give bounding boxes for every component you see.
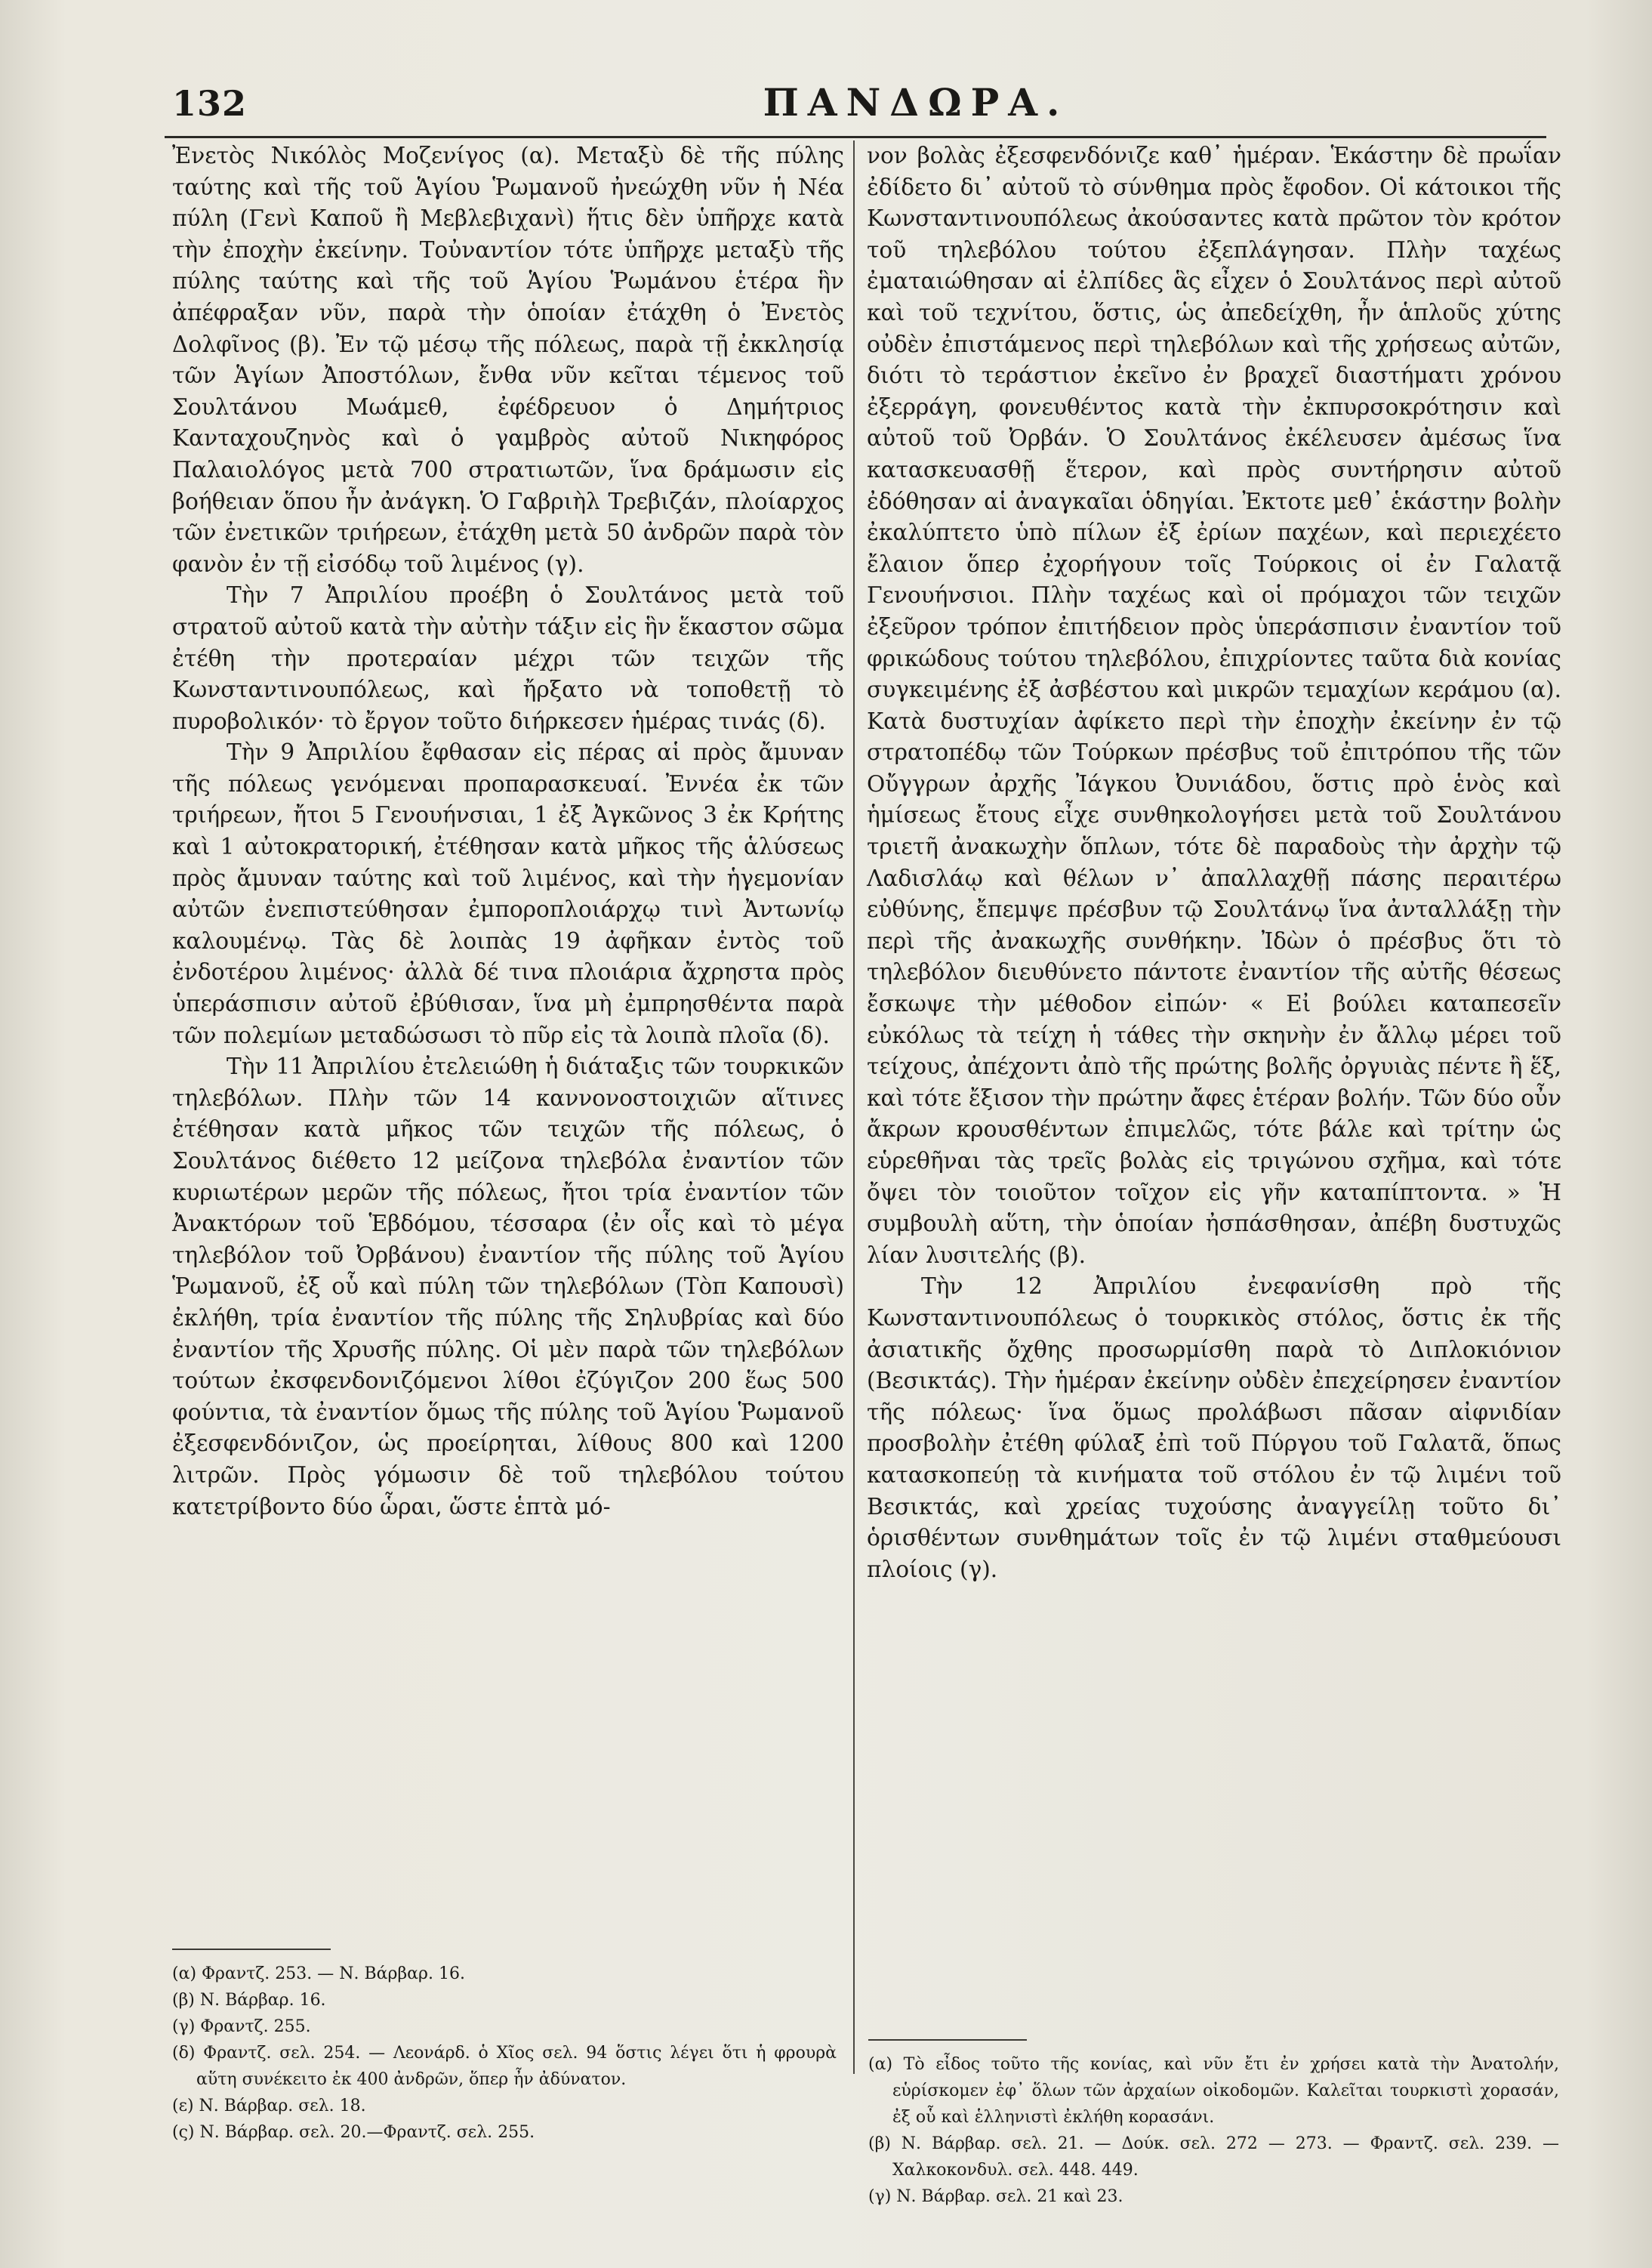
body-paragraph: Τὴν 7 Ἀπριλίου προέβη ὁ Σουλτάνος μετὰ τοῦ στρατοῦ αὐτοῦ κατὰ τὴν αὐτὴν τάξιν εἰς ἣν ἕκαστον σῶμα ἐτέθη τὴν προτεραίαν μέχρι τῶν τειχῶν τῆς Κωνσταντινουπόλεως, καὶ ἤρξατο νὰ τοποθετῇ τὸ πυροβολικόν· τὸ ἔργον τοῦτο διήρκεσεν ἡμέρας τινάς (δ). (172, 582, 844, 734)
running-title: ΠΑΝΔΩΡΑ. (763, 80, 1069, 125)
left-column (172, 140, 844, 1523)
body-paragraph: Τὴν 11 Ἀπριλίου ἐτελειώθη ἡ διάταξις τῶν τουρκικῶν τηλεβόλων. Πλὴν τῶν 14 καννονοστοιχιῶν αἵτινες ἐτέθησαν κατὰ μῆκος τῶν τειχῶν τῆς πόλεως, ὁ Σουλτάνος διέθετο 12 μείζονα τηλεβόλα ἐναντίον τῶν κυριωτέρων μερῶν τῆς πόλεως, ἤτοι τρία ἐναντίον τῶν Ἀνακτόρων τοῦ Ἑβδόμου, τέσσαρα (ἐν οἷς καὶ τὸ μέγα τηλεβόλον τοῦ Ὀρβάνου) ἐναντίον τῆς πύλης τοῦ Ἁγίου Ῥωμανοῦ, ἐξ οὗ καὶ πύλη τῶν τηλεβόλων (Τὸπ Καπουσὶ) ἐκλήθη, τρία ἐναντίον τῆς πύλης τῆς Σηλυβρίας καὶ δύο ἐναντίον τῆς Χρυσῆς πύλης. Οἱ μὲν παρὰ τῶν τηλεβόλων τούτων ἐκσφενδονιζόμενοι λίθοι ἐζύγιζον 200 ἕως 500 φούντια, τὰ ἐναντίον ὅμως τῆς πύλης τοῦ Ἁγίου Ῥωμανοῦ ἐξεσφενδόνιζον, ὡς προείρηται, λίθους 800 καὶ 1200 λιτρῶν. Πρὸς γόμωσιν δὲ τοῦ τηλεβόλου τούτου κατετρίβοντο δύο ὧραι, ὥστε ἑπτὰ μό- (172, 1054, 844, 1520)
footnote: (α) Τὸ εἶδος τοῦτο τῆς κονίας, καὶ νῦν ἔτι ἐν χρήσει κατὰ τὴν Ἀνατολήν, εὑρίσκομεν ἐφ᾽ ὅλων τῶν ἀρχαίων οἰκοδομῶν. Καλεῖται τουρκιστὶ χορασάν, ἐξ οὗ καὶ ἑλληνιστὶ ἐκλήθη κορασάνι. (868, 2055, 1559, 2127)
footnote-rule (868, 2039, 1027, 2041)
header-rule (165, 136, 1546, 138)
footnote: (α) Φραντζ. 253. — Ν. Βάρβαρ. 16. (172, 1964, 465, 1983)
footnotes-right (868, 2039, 1559, 2210)
footnote: (γ) Ν. Βάρβαρ. σελ. 21 καὶ 23. (868, 2187, 1123, 2206)
right-column (867, 140, 1561, 1585)
page-number: 132 (172, 83, 248, 124)
footnote: (β) Ν. Βάρβαρ. 16. (172, 1991, 326, 2010)
body-paragraph: νον βολὰς ἐξεσφενδόνιζε καθ᾽ ἡμέραν. Ἑκάστην δὲ πρωΐαν ἐδίδετο δι᾽ αὐτοῦ τὸ σύνθημα πρὸς ἔφοδον. Οἱ κάτοικοι τῆς Κωνσταντινουπόλεως ἀκούσαντες κατὰ πρῶτον τὸν κρότον τοῦ τηλεβόλου τούτου ἐξεπλάγησαν. Πλὴν ταχέως ἐματαιώθησαν αἱ ἐλπίδες ἃς εἶχεν ὁ Σουλτάνος περὶ αὐτοῦ καὶ τοῦ τεχνίτου, ὅστις, ὡς ἀπεδείχθη, ἦν ἁπλοῦς χύτης οὐδὲν ἐπιστάμενος περὶ τηλεβόλων καὶ τῆς χρήσεως αὐτῶν, διότι τὸ τεράστιον ἐκεῖνο ἐν βραχεῖ διαστήματι χρόνου ἐξερράγη, φονευθέντος κατὰ τὴν ἐκπυρσοκρότησιν καὶ αὐτοῦ τοῦ Ὀρβάν. Ὁ Σουλτάνος ἐκέλευσεν ἀμέσως ἵνα κατασκευασθῇ ἕτερον, καὶ πρὸς συντήρησιν αὐτοῦ ἐδόθησαν αἱ ἀναγκαῖαι ὁδηγίαι. Ἐκτοτε μεθ᾽ ἑκάστην βολὴν ἐκαλύπτετο ὑπὸ πίλων ἐξ ἐρίων παχέων, καὶ περιεχέετο ἔλαιον ὅπερ ἐχορήγουν τοῖς Τούρκοις οἱ ἐν Γαλατᾷ Γενουήνσιοι. Πλὴν ταχέως καὶ οἱ πρόμαχοι τῶν τειχῶν ἐξεῦρον τρόπον ἐπιτήδειον πρὸς ὑπεράσπισιν ἐναντίον τοῦ φρικώδους τούτου τηλεβόλου, ἐπιχρίοντες ταῦτα διὰ κονίας συγκειμένης ἐξ ἀσβέστου καὶ μικρῶν τεμαχίων κεράμου (α). Κατὰ δυστυχίαν ἀφίκετο περὶ τὴν ἐποχὴν ἐκείνην ἐν τῷ στρατοπέδῳ τῶν Τούρκων πρέσβυς τοῦ ἐπιτρόπου τῆς τῶν Οὔγγρων ἀρχῆς Ἰάγκου Ὀυνιάδου, ὅστις πρὸ ἑνὸς καὶ ἡμίσεως ἔτους εἶχε συνθηκολογήσει μετὰ τοῦ Σουλτάνου τριετῆ ἀνακωχὴν ὅπλων, τότε δὲ παραδοὺς τὴν ἀρχὴν τῷ Λαδισλάῳ καὶ θέλων ν᾽ ἀπαλλαχθῇ πάσης περαιτέρω εὐθύνης, ἔπεμψε πρέσβυν τῷ Σουλτάνῳ ἵνα ἀνταλλάξῃ τὴν περὶ τῆς ἀνακωχῆς συνθήκην. Ἰδὼν ὁ πρέσβυς ὅτι τὸ τηλεβόλον διευθύνετο πάντοτε ἐναντίον τῆς αὐτῆς θέσεως ἔσκωψε τὴν μέθοδον εἰπών· « Εἰ βούλει καταπεσεῖν εὐκόλως τὰ τείχη ἡ τάθες τὴν σκηνὴν ἐν ἄλλῳ μέρει τοῦ τείχους, ἀπέχοντι ἀπὸ τῆς πρώτης βολῆς ὀργυιὰς πέντε ἢ ἕξ, καὶ τότε ἔξισον τὴν πρώτην ἄφες ἑτέραν βολήν. Τῶν δύο οὖν ἄκρων κρουσθέντων ἐπιμελῶς, τότε βάλε καὶ τρίτην ὡς εὑρεθῆναι τὰς τρεῖς βολὰς εἰς τριγώνου σχῆμα, καὶ τότε ὄψει τὸν τοιοῦτον τοῖχον εἰς γῆν καταπίπτοντα. » Ἡ συμβουλὴ αὕτη, τὴν ὁποίαν ἠσπάσθησαν, ἀπέβη δυστυχῶς λίαν λυσιτελής (β). (867, 143, 1561, 1268)
footnotes-left (172, 1949, 837, 2146)
footnote-rule (172, 1949, 331, 1950)
footnote: (δ) Φραντζ. σελ. 254. — Λεονάρδ. ὁ Χῖος σελ. 94 ὅστις λέγει ὅτι ἡ φρουρὰ αὕτη συνέκειτο ἐκ 400 ἀνδρῶν, ὅπερ ἦν ἀδύνατον. (172, 2044, 837, 2089)
footnote: (β) Ν. Βάρβαρ. σελ. 21. — Δούκ. σελ. 272 — 273. — Φραντζ. σελ. 239. — Χαλκοκονδυλ. σελ. 448. 449. (868, 2134, 1559, 2180)
body-paragraph: Τὴν 12 Ἀπριλίου ἐνεφανίσθη πρὸ τῆς Κωνσταντινουπόλεως ὁ τουρκικὸς στόλος, ὅστις ἐκ τῆς ἀσιατικῆς ὄχθης προσωρμίσθη παρὰ τὸ Διπλοκιόνιον (Βεσικτάς). Τὴν ἡμέραν ἐκείνην οὐδὲν ἐπεχείρησεν ἐναντίον τῆς πόλεως· ἵνα ὅμως προλάβωσι πᾶσαν αἰφνιδίαν προσβολὴν ἐτέθη φύλαξ ἐπὶ τοῦ Πύργου τοῦ Γαλατᾶ, ὅπως κατασκοπεύῃ τὰ κινήματα τοῦ στόλου ἐν τῷ λιμένι τοῦ Βεσικτάς, καὶ χρείας τυχούσης ἀναγγείλῃ τοῦτο δι᾽ ὁρισθέντων συνθημάτων τοῖς ἐν τῷ λιμένι σταθμεύουσι πλοίοις (γ). (867, 1273, 1561, 1582)
body-paragraph: Ἐνετὸς Νικόλὸς Μοζενίγος (α). Μεταξὺ δὲ τῆς πύλης ταύτης καὶ τῆς τοῦ Ἁγίου Ῥωμανοῦ ἠνεώχθη νῦν ἡ Νέα πύλη (Γενὶ Καποῦ ἢ Μεβλεβιχανὶ) ἥτις δὲν ὑπῆρχε κατὰ τὴν ἐποχὴν ἐκείνην. Τοὐναντίον τότε ὑπῆρχε μεταξὺ τῆς πύλης ταύτης καὶ τῆς τοῦ Ἁγίου Ῥωμάνου ἑτέρα ἣν ἀπέφραξαν νῦν, παρὰ τὴν ὁποίαν ἐτάχθη ὁ Ἐνετὸς Δολφῖνος (β). Ἐν τῷ μέσῳ τῆς πόλεως, παρὰ τῇ ἐκκλησίᾳ τῶν Ἁγίων Ἀποστόλων, ἔνθα νῦν κεῖται τέμενος τοῦ Σουλτάνου Μωάμεθ, ἐφέδρευον ὁ Δημήτριος Κανταχουζηνὸς καὶ ὁ γαμβρὸς αὐτοῦ Νικηφόρος Παλαιολόγος μετὰ 700 στρατιωτῶν, ἵνα δράμωσιν εἰς βοήθειαν ὅπου ἦν ἀνάγκη. Ὁ Γαβριὴλ Τρεβιζάν, πλοίαρχος τῶν ἐνετικῶν τριήρεων, ἐτάχθη μετὰ 50 ἀνδρῶν παρὰ τὸν φανὸν ἐν τῇ εἰσόδῳ τοῦ λιμένος (γ). (172, 143, 844, 577)
column-divider (853, 140, 855, 2074)
footnote: (ε) Ν. Βάρβαρ. σελ. 18. (172, 2097, 366, 2115)
footnote: (γ) Φραντζ. 255. (172, 2017, 311, 2036)
body-paragraph: Τὴν 9 Ἀπριλίου ἔφθασαν εἰς πέρας αἱ πρὸς ἄμυναν τῆς πόλεως γενόμεναι προπαρασκευαί. Ἐννέα ἐκ τῶν τριήρεων, ἤτοι 5 Γενουήνσιαι, 1 ἐξ Ἀγκῶνος 3 ἐκ Κρήτης καὶ 1 αὐτοκρατορική, ἐτέθησαν κατὰ μῆκος τῆς ἁλύσεως πρὸς ἄμυναν ταύτης καὶ τοῦ λιμένος, καὶ τὴν ἡγεμονίαν αὐτῶν ἐνεπιστεύθησαν ἐμποροπλοιάρχῳ τινὶ Ἀντωνίῳ καλουμένῳ. Τὰς δὲ λοιπὰς 19 ἀφῆκαν ἐντὸς τοῦ ἐνδοτέρου λιμένος· ἀλλὰ δέ τινα πλοιάρια ἄχρηστα πρὸς ὑπεράσπισιν αὐτοῦ ἐβύθισαν, ἵνα μὴ ἐμπρησθέντα παρὰ τῶν πολεμίων μεταδώσωσι τὸ πῦρ εἰς τὰ λοιπὰ πλοῖα (δ). (172, 739, 844, 1048)
page-header (172, 73, 1539, 133)
footnote: (ς) Ν. Βάρβαρ. σελ. 20.—Φραντζ. σελ. 255. (172, 2123, 535, 2142)
